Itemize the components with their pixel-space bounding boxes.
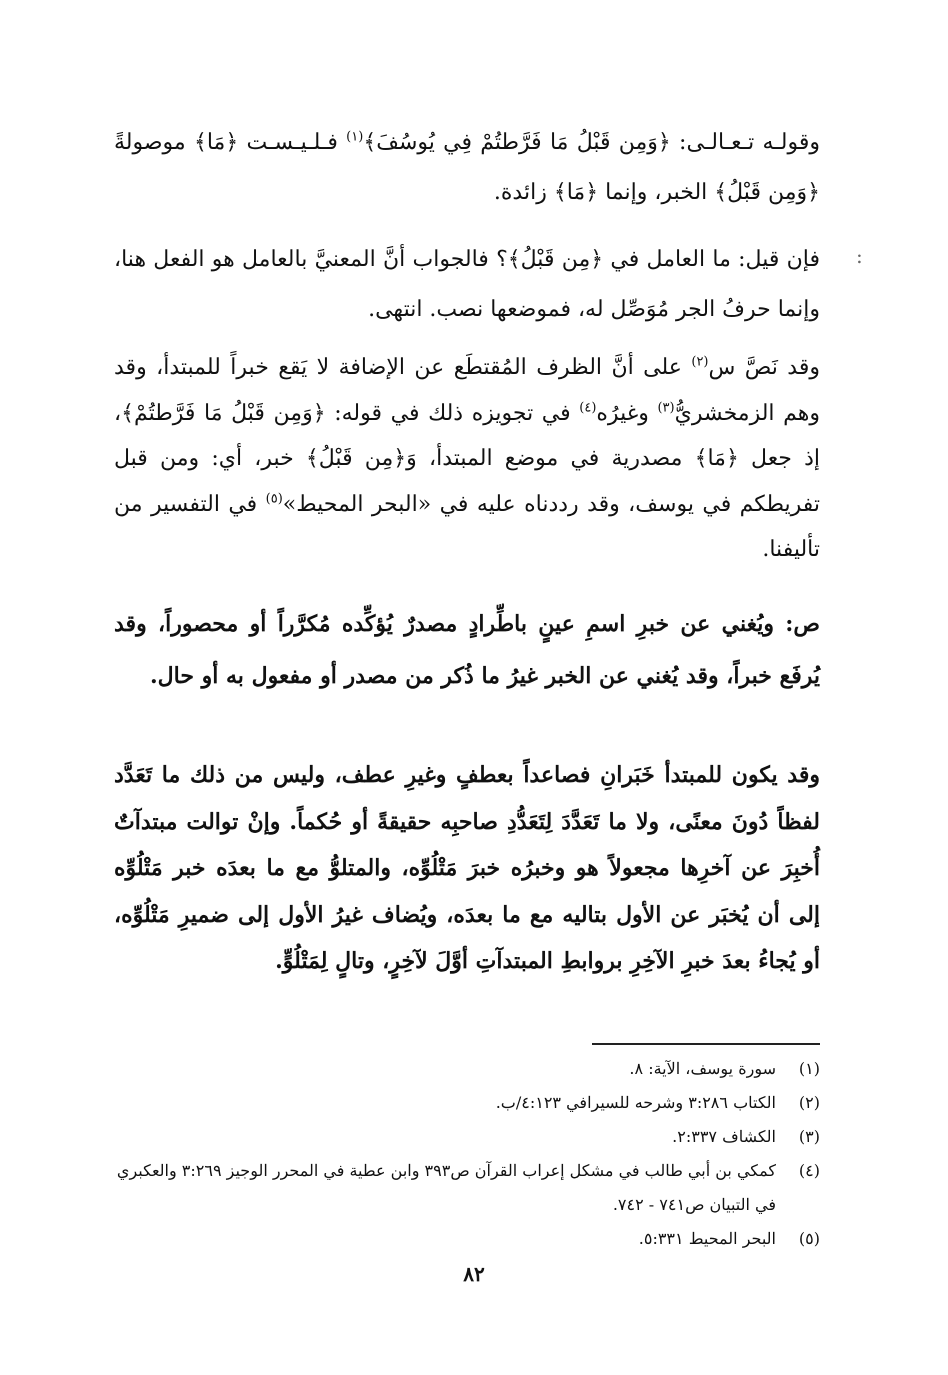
paragraph-1 [114, 118, 820, 218]
paragraph-3-seg2: على أنَّ الظرف المُقتطَع عن الإضافة لا يَقع خبراً للمبتدأ، وقد وهم الزمخشريُّ [114, 355, 820, 426]
footnote-ref-4: (٤) [579, 400, 597, 416]
paragraph-3-seg1: وقد نَصَّ س [708, 355, 820, 380]
paragraph-3 [114, 345, 820, 573]
paragraph-2 [114, 235, 820, 335]
footnote-text: سورة يوسف، الآية: ٨. [629, 1059, 776, 1078]
footnotes-list [114, 1052, 820, 1256]
paragraph-1-text: وقولـه تـعـالـى: ﴿وَمِن قَبْلُ مَا فَرَّطتُمْ فِي يُوسُفَ﴾ [363, 130, 820, 155]
paragraph-3-seg3: وغيرُه [596, 400, 658, 426]
footnote-5 [114, 1222, 820, 1256]
paragraph-4-matn [114, 598, 820, 702]
paragraph-5-matn [114, 752, 820, 985]
paragraph-3-seg4: في تجويزه ذلك في قوله: ﴿وَمِن قَبْلُ مَا فَرَّطتُمْ﴾، إذ جعل ﴿مَا﴾ مصدرية في موضع المبتدأ، وَ﴿مِن قَبْلُ﴾ خبر، أي: ومن قبل تفريطكم في يوسف، وقد رددناه عليه في «البحر المحيط» [114, 400, 821, 517]
paragraph-2-text: فإن قيل: ما العامل في ﴿مِن قَبْلُ﴾؟ فالجواب أنَّ المعنيَّ بالعامل هو الفعل هنا، وإنما حرفُ الجر مُوَصِّل له، فموضعها نصب. انتهى. [114, 247, 820, 322]
footnote-ref-2: (٢) [691, 354, 709, 370]
footnote-number: (٥) [798, 1229, 820, 1248]
paragraph-3-seg5: في التفسير من تأليفنا. [114, 491, 820, 562]
page-number: ٨٢ [463, 1262, 485, 1286]
footnote-ref-5: (٥) [265, 491, 283, 507]
footnote-divider [592, 1043, 820, 1045]
footnote-ref-3: (٣) [657, 400, 675, 416]
footnote-number: (٤) [798, 1161, 820, 1180]
footnote-text: البحر المحيط ٥:٣٣١. [638, 1229, 776, 1248]
footnote-2 [114, 1086, 820, 1120]
paragraph-4-text: ص: ويُغني عن خبرِ اسمِ عينٍ باطِّرادٍ مصدرٌ يُؤكِّده مُكرَّراً أو محصوراً، وقد يُرفَع خبراً، وقد يُغني عن الخبر غيرُ ما ذُكر من مصدر أو مفعول به أو حال. [114, 611, 820, 689]
paragraph-5-text: وقد يكون للمبتدأ خَبَرانِ فصاعداً بعطفٍ وغيرِ عطف، وليس من ذلك ما تَعَدَّد لفظاً دُونَ معنًى، ولا ما تَعَدَّدَ لِتَعَدُّدِ صاحبِه حقيقةً أو حُكماً. وإنْ توالت مبتدآتٌ أُخبِرَ عن آخرِها مجعولاً هو وخبرُه خبرَ مَتْلُوِّه، والمتلوُّ مع ما بعدَه خبر مَتْلُوِّه إلى أن يُخبَر عن الأول بتاليه مع ما بعدَه، ويُضاف غيرُ الأول إلى ضميرِ مَتْلُوِّه، أو يُجاءُ بعدَ خبرِ الآخِرِ بروابطِ المبتدآتِ أوَّلَ لآخِرٍ، وتالٍ لِمَتْلُوٍّ. [114, 762, 820, 974]
footnote-text: كمكي بن أبي طالب في مشكل إعراب القرآن ص٣٩٣ وابن عطية في المحرر الوجيز ٣:٢٦٩ والعكبري في التبيان ص٧٤١ - ٧٤٢. [116, 1161, 776, 1214]
margin-mark: : [856, 244, 863, 268]
footnote-3 [114, 1120, 820, 1154]
footnote-4 [114, 1154, 820, 1222]
footnote-ref-1: (١) [346, 129, 364, 145]
footnote-number: (٢) [798, 1093, 820, 1112]
paragraph-1-text-after: فـلـيـسـت ﴿مَا﴾ موصولةً ﴿وَمِن قَبْلُ﴾ الخبر، وإنما ﴿مَا﴾ زائدة. [114, 130, 820, 205]
footnote-text: الكتاب ٣:٢٨٦ وشرحه للسيرافي ٤:١٢٣/ب. [495, 1093, 776, 1112]
footnote-1 [114, 1052, 820, 1086]
footnote-number: (٣) [798, 1127, 820, 1146]
footnote-text: الكشاف ٢:٣٣٧. [672, 1127, 776, 1146]
footnote-number: (١) [798, 1059, 820, 1078]
